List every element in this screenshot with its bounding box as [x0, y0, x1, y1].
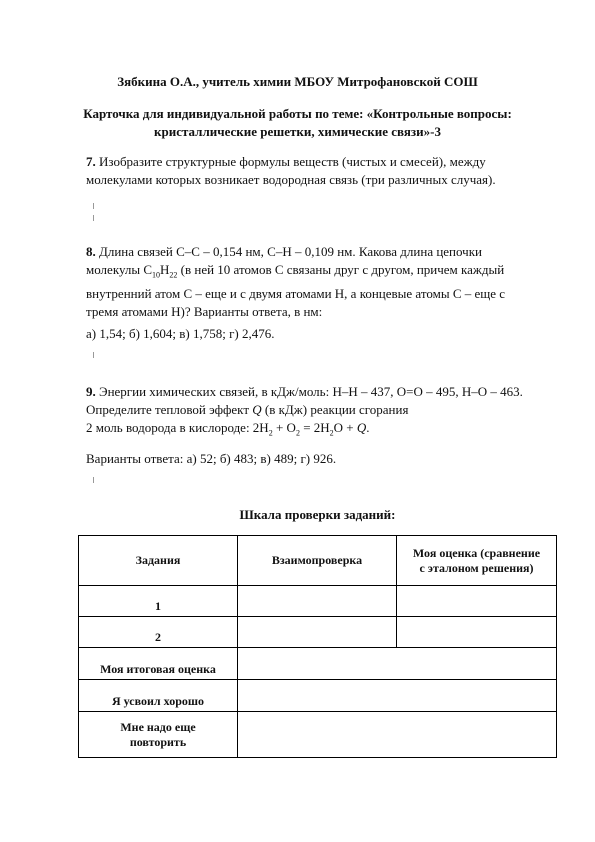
answer-mark [93, 215, 94, 221]
col-own-header-line2: с эталоном решения) [419, 560, 534, 575]
subscript: 2 [295, 428, 300, 438]
question-7-line1: Изобразите структурные формулы веществ (чистых и смесей), между [95, 154, 486, 169]
text: . [366, 420, 370, 435]
question-7 [86, 153, 576, 189]
peer-cell[interactable] [238, 586, 397, 617]
own-cell[interactable] [397, 617, 557, 648]
answer-mark [93, 477, 94, 483]
formula-text: Н [160, 262, 170, 277]
subscript: 22 [169, 270, 178, 280]
task-number: 2 [79, 617, 238, 648]
subscript: 10 [152, 270, 161, 280]
table-row [79, 586, 557, 617]
variable-q: Q [356, 420, 367, 435]
need-repeat-line1: Мне надо еще [120, 719, 196, 734]
scale-title: Шкала проверки заданий: [239, 507, 396, 522]
need-repeat-line2: повторить [129, 734, 187, 749]
learned-well-row [79, 680, 557, 712]
question-9 [86, 383, 581, 443]
card-title-line2: кристаллические решетки, химические связи»-3 [154, 124, 441, 139]
task-number: 1 [79, 586, 238, 617]
variable-q: Q [252, 402, 262, 417]
question-8-number: 8. [86, 244, 96, 259]
question-8-line2-rest: (в ней 10 атомов С связаны друг с другом, причем каждый [177, 262, 505, 277]
table-row [79, 617, 557, 648]
scale-table [78, 535, 557, 758]
formula-text: молекулы С [86, 262, 153, 277]
question-9-answers: Варианты ответа: а) 52; б) 483; в) 489; г) 926. [86, 451, 337, 466]
text: (в кДж) реакции сгорания [261, 402, 409, 417]
answer-mark [93, 352, 94, 358]
question-9-line2 [86, 401, 581, 419]
text: О + [333, 420, 357, 435]
answer-mark [93, 203, 94, 209]
question-8-line4: тремя атомами Н)? Варианты ответа, в нм: [86, 303, 323, 319]
subscript: 2 [268, 428, 273, 438]
col-peer-header: Взаимопроверка [238, 536, 397, 586]
question-7-number: 7. [86, 154, 96, 169]
need-repeat-row [79, 712, 557, 758]
col-own-header-line1: Моя оценка (сравнение [412, 545, 541, 560]
question-8-answers: а) 1,54; б) 1,604; в) 1,758; г) 2,476. [86, 326, 275, 341]
question-9-number: 9. [86, 384, 96, 399]
question-8 [86, 243, 576, 321]
question-8-line1: Длина связей С–С – 0,154 нм, С–Н – 0,109 нм. Какова длина цепочки [95, 244, 482, 259]
final-grade-row [79, 648, 557, 680]
col-tasks-header: Задания [79, 536, 238, 586]
final-grade-label: Моя итоговая оценка [79, 648, 238, 680]
question-8-line2 [86, 261, 576, 285]
learned-well-cell[interactable] [238, 680, 557, 712]
own-cell[interactable] [397, 586, 557, 617]
card-title-line1: Карточка для индивидуальной работы по теме: «Контрольные вопросы: [83, 106, 512, 121]
question-9-line3 [86, 419, 581, 443]
table-header-row [79, 536, 557, 586]
question-9-line1: Энергии химических связей, в кДж/моль: Н–Н – 437, О=О – 495, Н–О – 463. [95, 384, 523, 399]
need-repeat-cell[interactable] [238, 712, 557, 758]
col-own-header [397, 536, 557, 586]
learned-well-label: Я усвоил хорошо [79, 680, 238, 712]
text: 2 моль водорода в кислороде: 2Н [86, 420, 269, 435]
final-grade-cell[interactable] [238, 648, 557, 680]
question-7-line2: молекулами которых возникает водородная связь (три различных случая). [86, 172, 496, 187]
need-repeat-label [79, 712, 238, 758]
author-line: Зябкина О.А., учитель химии МБОУ Митрофановской СОШ [117, 74, 478, 89]
text: = 2Н [299, 420, 330, 435]
peer-cell[interactable] [238, 617, 397, 648]
subscript: 2 [329, 428, 334, 438]
text: Определите тепловой эффект [86, 402, 253, 417]
question-8-line3: внутренний атом С – еще и с двумя атомами Н, а концевые атомы С – еще с [86, 285, 506, 301]
text: + О [272, 420, 296, 435]
